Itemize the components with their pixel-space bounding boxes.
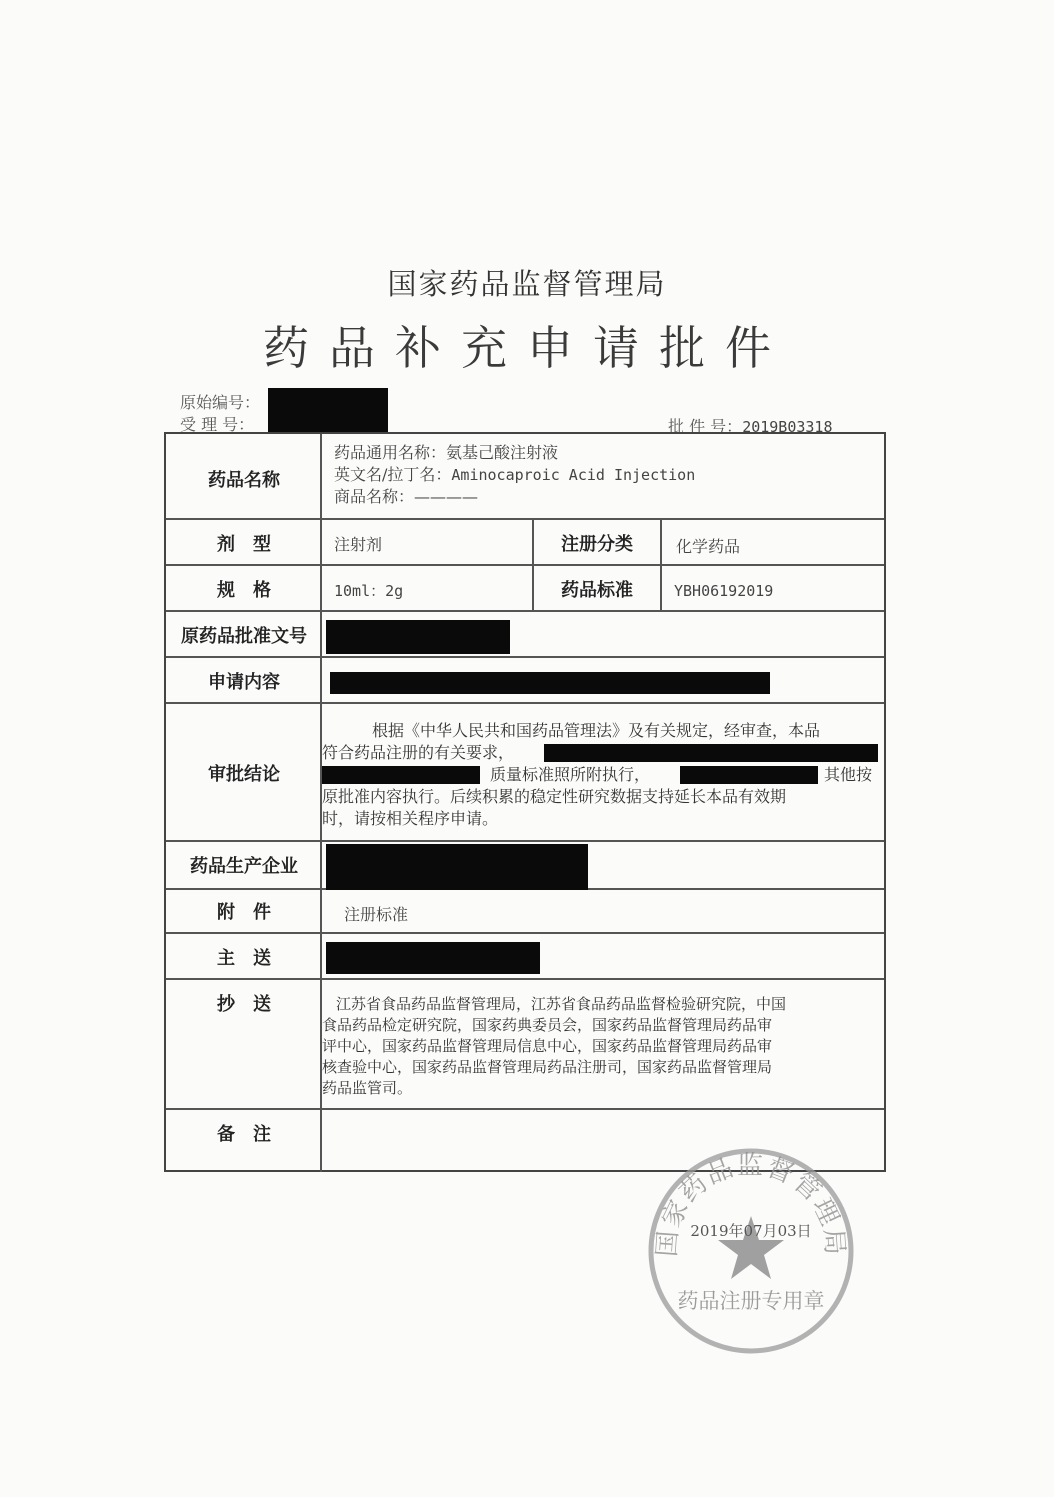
redaction-block — [544, 744, 878, 762]
drug-standard-value: YBH06192019 — [674, 582, 774, 600]
generic-name-label: 药品通用名称： — [334, 443, 447, 462]
redaction-block — [268, 388, 388, 432]
specification-label: 规 格 — [217, 580, 271, 601]
approval-form-table — [164, 432, 886, 1172]
conclusion-line-3-end: 其他按 — [824, 765, 873, 784]
english-name — [334, 462, 695, 485]
cc-line-4: 核查验中心，国家药品监督管理局药品注册司，国家药品监督管理局 — [322, 1058, 773, 1076]
conclusion-label: 审批结论 — [208, 764, 280, 785]
registration-class-label: 注册分类 — [561, 534, 633, 555]
attachment-value: 注册标准 — [344, 905, 409, 924]
cc-line-2: 食品药品检定研究院，国家药典委员会，国家药品监督管理局药品审 — [322, 1016, 773, 1034]
approval-number-label: 批 件 号： — [668, 417, 743, 436]
cc-line-1: 江苏省食品药品监督管理局，江苏省食品药品监督检验研究院，中国 — [336, 995, 787, 1013]
trade-name — [334, 484, 478, 507]
seal-graphic — [648, 1148, 854, 1354]
issue-date: 2019年07月03日 — [690, 1222, 812, 1240]
registration-class-value: 化学药品 — [676, 537, 741, 556]
drug-name-label: 药品名称 — [208, 470, 280, 491]
redaction-block — [330, 672, 770, 694]
dosage-form-value: 注射剂 — [334, 535, 383, 554]
redaction-block — [326, 844, 588, 890]
approval-number-value: 2019B03318 — [742, 418, 833, 436]
conclusion-line-3-mid: 质量标准照所附执行， — [490, 765, 651, 784]
english-name-value: Aminocaproic Acid Injection — [451, 466, 696, 484]
redaction-block — [322, 766, 480, 784]
redaction-block — [326, 620, 510, 654]
cc-line-3: 评中心，国家药品监督管理局信息中心，国家药品监督管理局药品审 — [322, 1037, 773, 1055]
application-content-label: 申请内容 — [208, 672, 280, 693]
manufacturer-label: 药品生产企业 — [190, 856, 298, 877]
seal-ring-text: 国家药品监督管理局 — [652, 1150, 850, 1258]
official-seal — [648, 1148, 854, 1354]
generic-name-value: 氨基己酸注射液 — [446, 443, 559, 462]
remarks-label: 备 注 — [217, 1124, 271, 1145]
attachment-label: 附 件 — [217, 902, 271, 923]
redaction-block — [326, 942, 540, 974]
conclusion-line-1: 根据《中华人民共和国药品管理法》及有关规定，经审查，本品 — [372, 721, 821, 740]
specification-value: 10ml：2g — [334, 582, 404, 600]
acceptance-number-label: 受 理 号： — [180, 415, 255, 434]
seal-bottom-text: 药品注册专用章 — [677, 1289, 825, 1313]
english-name-label: 英文名/拉丁名： — [334, 465, 452, 484]
original-approval-number-label: 原药品批准文号 — [181, 626, 307, 647]
conclusion-line-4: 原批准内容执行。后续积累的稳定性研究数据支持延长本品有效期 — [322, 787, 787, 806]
conclusion-line-2: 符合药品注册的有关要求， — [322, 743, 515, 762]
redaction-block — [680, 766, 818, 784]
trade-name-value: ———— — [414, 487, 479, 506]
cc-line-5: 药品监管司。 — [322, 1079, 413, 1097]
trade-name-label: 商品名称： — [334, 487, 415, 506]
cc-label: 抄 送 — [217, 994, 271, 1015]
main-recipient-label: 主 送 — [217, 948, 271, 969]
document-title: 药品补充申请批件 — [263, 321, 791, 375]
original-number-label: 原始编号： — [180, 393, 261, 412]
conclusion-line-5: 时，请按相关程序申请。 — [322, 809, 499, 828]
drug-standard-label: 药品标准 — [561, 580, 633, 601]
generic-name — [334, 440, 558, 463]
issuing-authority: 国家药品监督管理局 — [387, 267, 667, 301]
dosage-form-label: 剂 型 — [217, 534, 271, 555]
